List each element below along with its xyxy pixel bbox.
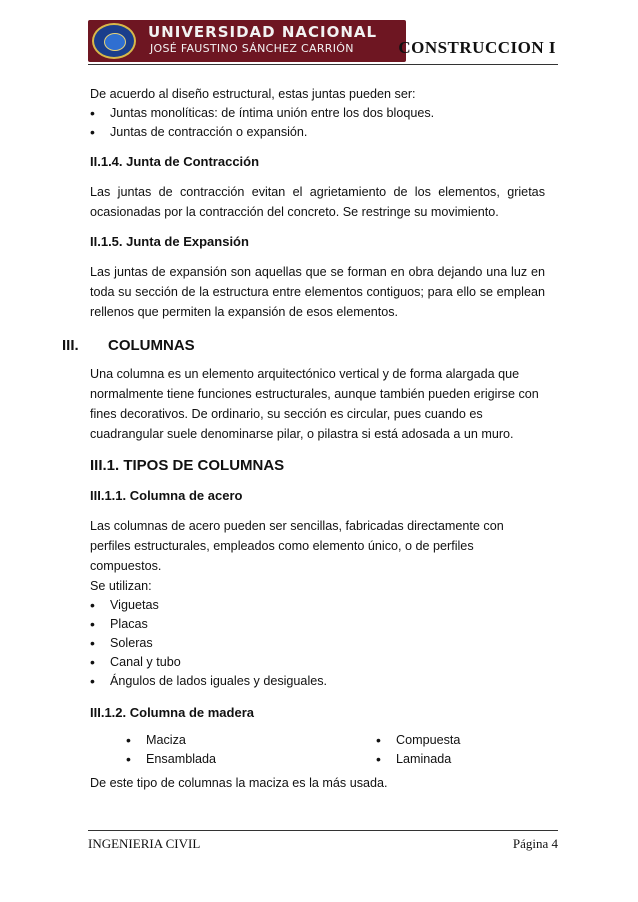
list-item: • Viguetas: [90, 596, 545, 615]
university-banner-logo: [88, 20, 406, 62]
section-heading-expansion: II.1.5. Junta de Expansión: [90, 234, 249, 249]
page-number: Página 4: [512, 836, 558, 851]
section-text-columnas: Una columna es un elemento arquitectónico vertical y de forma alargada que normalmente tiene funciones estructurales, aunque también pueden erigirse con fines decorativos. De ordinario, su sección es circular, pues cuando es cuadrangular suele denominarse pilar, o pilastra si está adosada a un muro.: [90, 367, 539, 441]
course-title: CONSTRUCCION I: [398, 38, 556, 57]
footer-department: INGENIERIA CIVIL: [88, 836, 201, 851]
university-subname: JOSÉ FAUSTINO SÁNCHEZ CARRIÓN: [150, 42, 354, 55]
list-item: • Juntas monolíticas: de íntima unión entre los dos bloques.: [90, 104, 545, 123]
section-text-contraccion: Las juntas de contracción evitan el agrietamiento de los elementos, grietas ocasionadas por la contracción del concreto. Se restringe su movimiento.: [90, 185, 545, 219]
section-title: COLUMNAS: [108, 337, 195, 354]
wood-types-list-left: [126, 731, 376, 769]
section-text-acero: Las columnas de acero pueden ser sencillas, fabricadas directamente con perfiles estructurales, empleados como elemento único, o de perfiles compuestos.: [90, 519, 504, 573]
page-body: [62, 84, 545, 793]
section-heading-columnas: [62, 336, 545, 356]
section-text-expansion: Las juntas de expansión son aquellas que se forman en obra dejando una luz en toda su sección de la estructura entre elementos contiguos; para ello se emplean rellenos que permiten la expansión de esos elementos.: [90, 265, 545, 319]
intro-text: De acuerdo al diseño estructural, estas juntas pueden ser:: [90, 87, 416, 101]
list-item: • Juntas de contracción o expansión.: [90, 123, 545, 142]
wood-types-columns: [126, 731, 545, 769]
list-item: • Ángulos de lados iguales y desiguales.: [90, 672, 545, 691]
list-item: • Compuesta: [376, 731, 460, 750]
section-text-madera: De este tipo de columnas la maciza es la más usada.: [90, 776, 388, 790]
list-item: • Soleras: [90, 634, 545, 653]
university-name: UNIVERSIDAD NACIONAL: [148, 23, 378, 41]
page-footer: [88, 830, 558, 852]
page-header: [88, 18, 558, 65]
section-heading-acero: III.1.1. Columna de acero: [90, 488, 243, 503]
list-item: • Maciza: [126, 731, 376, 750]
section-heading-contraccion: II.1.4. Junta de Contracción: [90, 154, 260, 169]
list-item: • Laminada: [376, 750, 460, 769]
section-heading-madera: III.1.2. Columna de madera: [90, 705, 254, 720]
list-item: • Placas: [90, 615, 545, 634]
section-number: III.: [62, 337, 79, 354]
university-seal-icon: [92, 23, 136, 59]
steel-profiles-list: [90, 596, 545, 691]
section-text-utilizan: Se utilizan:: [90, 579, 152, 593]
list-item: • Canal y tubo: [90, 653, 545, 672]
joint-types-list: [90, 104, 545, 142]
section-heading-tipos: III.1. TIPOS DE COLUMNAS: [90, 457, 285, 474]
wood-types-list-right: [376, 731, 460, 769]
list-item: • Ensamblada: [126, 750, 376, 769]
